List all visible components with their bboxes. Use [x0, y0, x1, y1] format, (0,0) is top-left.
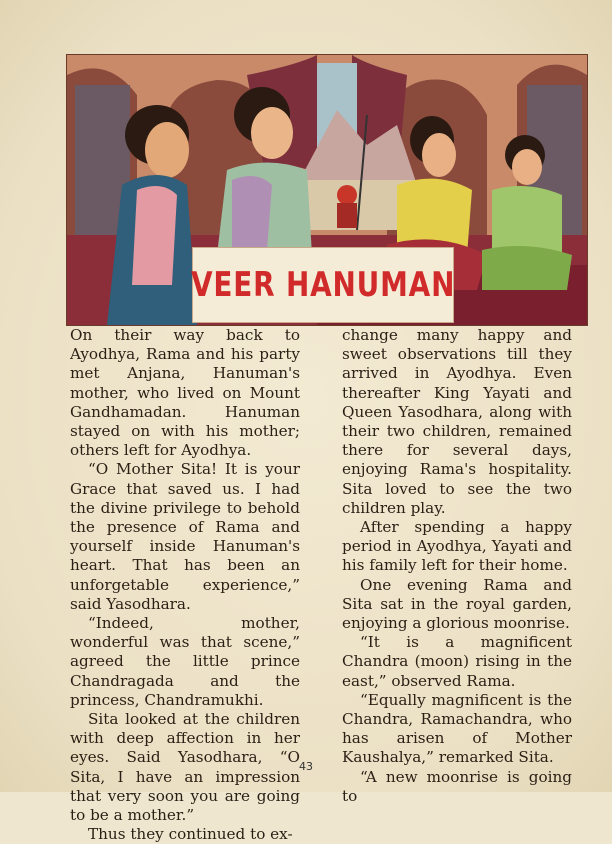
paragraph: “A new moonrise is going to	[342, 767, 572, 805]
paragraph: After spending a happy period in Ayodhya, Yayati and his family left for their home.	[342, 518, 572, 575]
paragraph: On their way back to Ayodhya, Rama and his party met Anjana, Hanuman's mother, who lived on Mount Gandhamadan. Hanuman stayed on with his mother; others left for Ayodhya.	[70, 326, 300, 460]
paragraph: “Equally magnificent is the Chandra, Ramachandra, who has arisen of Mother Kaushalya,” remarked Sita.	[342, 690, 572, 767]
right-text-column	[342, 326, 572, 806]
story-title: VEER HANUMAN	[190, 265, 456, 305]
page-number: 43	[299, 760, 313, 773]
paragraph: “O Mother Sita! It is your Grace that saved us. I had the divine privilege to behold the presence of Rama and yourself inside Hanuman's heart. That has been an unforgetable experience,” said Yasodhara.	[70, 460, 300, 613]
paragraph: One evening Rama and Sita sat in the royal garden, enjoying a glorious moonrise.	[342, 575, 572, 633]
paragraph: Sita looked at the children with deep affection in her eyes. Said Yasodhara, “O Sita, I have an impression that very soon you are going to be a mother.”	[70, 710, 300, 825]
paragraph: Thus they continued to ex-	[88, 825, 293, 844]
paragraph: “Indeed, mother, wonderful was that scene,” agreed the little prince Chandragada and the princess, Chandramukhi.	[70, 614, 300, 709]
title-banner	[192, 247, 454, 323]
paragraph: change many happy and sweet observations till they arrived in Ayodhya. Even thereafter King Yayati and Queen Yasodhara, along with their two children, remained there for several days, enjoying Rama's hospitality. Sita loved to see the two children play.	[342, 326, 572, 517]
paragraph: “It is a magnificent Chandra (moon) rising in the east,” observed Rama.	[342, 633, 572, 690]
